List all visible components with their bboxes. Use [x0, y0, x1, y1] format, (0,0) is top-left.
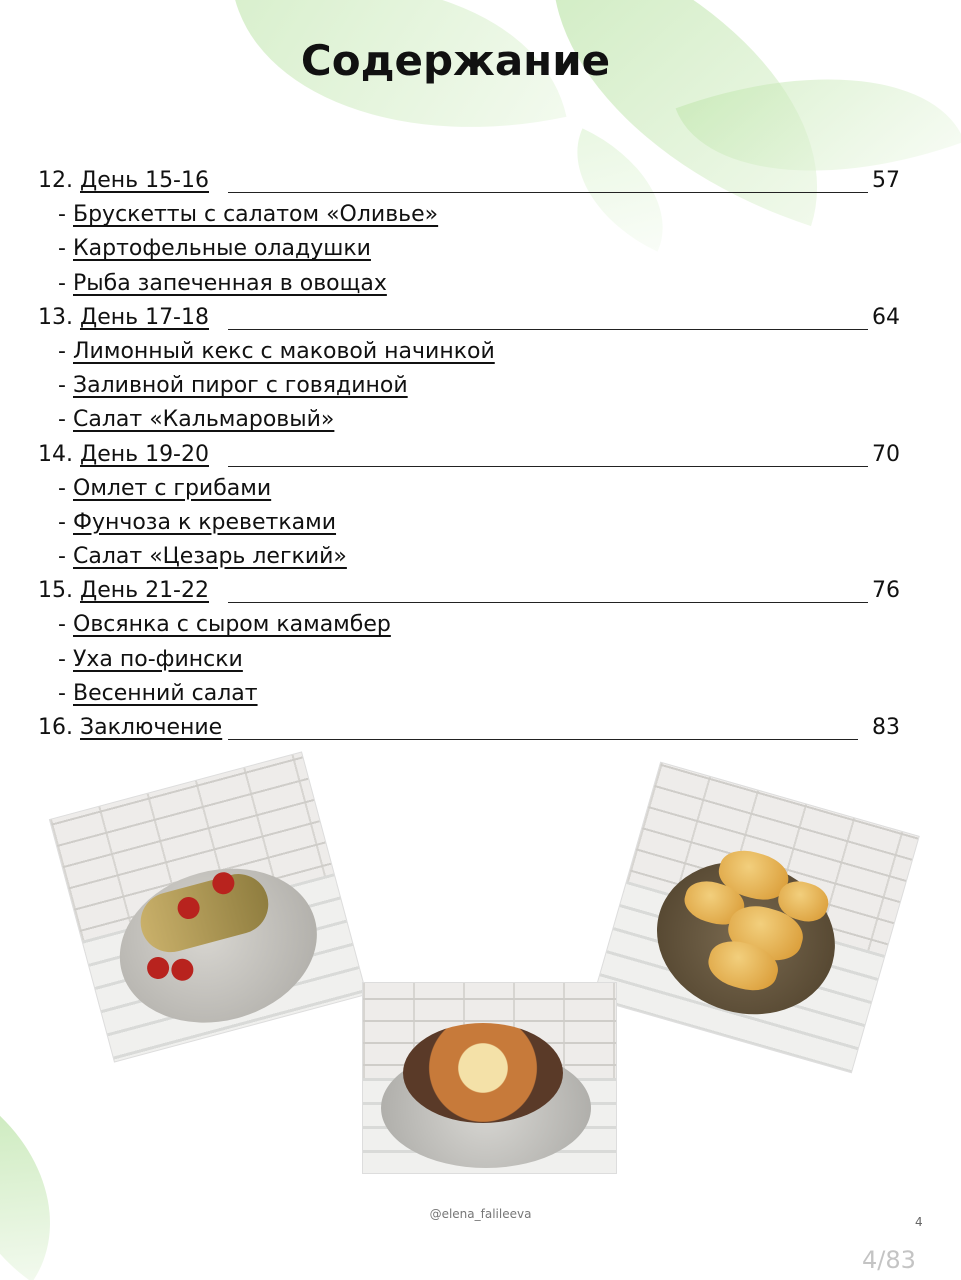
- leader-line: [228, 192, 868, 193]
- mint-leaf-decoration: [0, 1098, 101, 1280]
- section-link[interactable]: День 19-20: [80, 441, 209, 467]
- toc-section-row[interactable]: [38, 576, 900, 610]
- table-of-contents: [38, 166, 900, 747]
- toc-item-row[interactable]: - Омлет с грибами: [58, 475, 272, 501]
- recipe-link[interactable]: Лимонный кекс с маковой начинкой: [73, 338, 495, 364]
- recipe-link[interactable]: Весенний салат: [73, 680, 258, 706]
- recipe-link[interactable]: Омлет с грибами: [73, 475, 272, 501]
- leader-line: [228, 329, 868, 330]
- toc-item-row[interactable]: - Брускетты с салатом «Оливье»: [58, 202, 439, 228]
- recipe-link[interactable]: Салат «Кальмаровый»: [73, 407, 335, 433]
- author-handle: @elena_falileeva: [429, 1207, 532, 1221]
- recipe-link[interactable]: Заливной пирог с говядиной: [73, 373, 408, 399]
- page-number: 64: [872, 304, 900, 330]
- toc-item-row[interactable]: - Рыба запеченная в овощах: [58, 270, 387, 296]
- food-photo-buns: [593, 763, 918, 1072]
- toc-section-row[interactable]: [38, 713, 900, 747]
- leader-line: [228, 602, 868, 603]
- page-number: 83: [872, 715, 900, 740]
- toc-item-row[interactable]: - Салат «Цезарь легкий»: [58, 544, 347, 570]
- toc-section-row[interactable]: [38, 440, 900, 474]
- recipe-link[interactable]: Уха по-фински: [73, 646, 243, 672]
- page-number-footer: 4: [915, 1215, 923, 1229]
- section-number: 13.: [38, 304, 73, 330]
- page-number: 57: [872, 168, 900, 193]
- toc-item-row[interactable]: - Уха по-фински: [58, 646, 243, 672]
- page-number: 70: [872, 441, 900, 467]
- toc-item-row[interactable]: - Заливной пирог с говядиной: [58, 373, 408, 399]
- toc-item-row[interactable]: - Лимонный кекс с маковой начинкой: [58, 338, 495, 364]
- toc-item-row[interactable]: - Картофельные оладушки: [58, 236, 371, 262]
- recipe-link[interactable]: Овсянка с сыром камамбер: [73, 612, 391, 638]
- section-link[interactable]: День 15-16: [80, 168, 209, 193]
- recipe-link[interactable]: Фунчоза к креветками: [73, 509, 337, 535]
- toc-item-row[interactable]: - Овсянка с сыром камамбер: [58, 612, 391, 638]
- section-number: 15.: [38, 578, 73, 604]
- page-number: 76: [872, 578, 900, 604]
- section-link[interactable]: Заключение: [80, 715, 223, 740]
- page-title: [0, 36, 961, 85]
- recipe-link[interactable]: Рыба запеченная в овощах: [73, 270, 387, 296]
- section-link[interactable]: День 21-22: [80, 578, 209, 604]
- recipe-link[interactable]: Салат «Цезарь легкий»: [73, 544, 347, 570]
- section-number: 12.: [38, 168, 73, 193]
- food-photo-crepes: [50, 753, 366, 1062]
- leader-line: [228, 739, 858, 740]
- recipe-link[interactable]: Брускетты с салатом «Оливье»: [73, 202, 439, 228]
- section-number: 16.: [38, 715, 73, 740]
- leader-line: [228, 466, 868, 467]
- toc-item-row[interactable]: - Салат «Кальмаровый»: [58, 407, 335, 433]
- toc-item-row[interactable]: - Весенний салат: [58, 680, 258, 706]
- section-number: 14.: [38, 441, 73, 467]
- page-counter: 4/83: [862, 1246, 916, 1274]
- toc-section-row[interactable]: [38, 166, 900, 200]
- page-title-text: Содержание: [300, 36, 611, 85]
- section-link[interactable]: День 17-18: [80, 304, 209, 330]
- toc-item-row[interactable]: - Фунчоза к креветками: [58, 509, 337, 535]
- recipe-link[interactable]: Картофельные оладушки: [73, 236, 371, 262]
- food-photo-pie: [363, 983, 616, 1173]
- toc-section-row[interactable]: [38, 303, 900, 337]
- mint-leaf-decoration: [234, 0, 567, 179]
